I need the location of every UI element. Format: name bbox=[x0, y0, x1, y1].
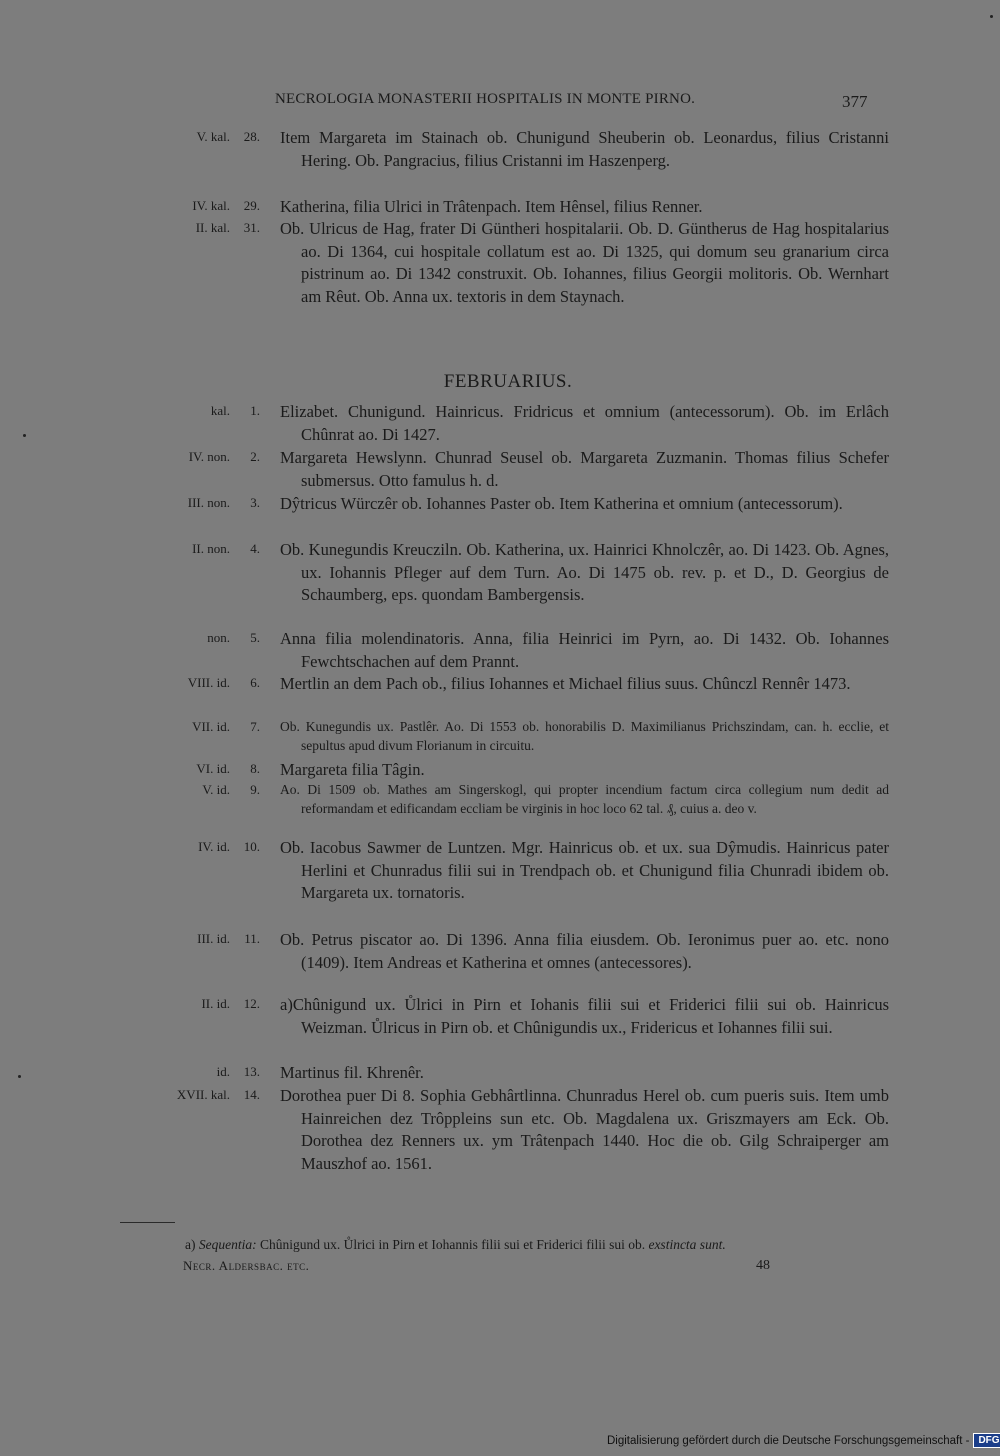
entry-text: Ao. Di 1509 ob. Mathes am Singerskogl, qui propter incendium factum circa collegium num dedit ad reformandam et edificandam eccliam be virginis in hoc loco 62 tal. ₰, cuius a. deo v. bbox=[280, 782, 889, 816]
footnote-rule bbox=[120, 1222, 175, 1223]
entry-number: 1. bbox=[250, 403, 260, 418]
entry-number: 4. bbox=[250, 541, 260, 556]
entry-day: IV. kal. bbox=[192, 198, 230, 213]
entry-text: Margareta filia Tâgin. bbox=[280, 760, 425, 779]
entry-day: VIII. id. bbox=[187, 675, 230, 690]
entry-number: 14. bbox=[243, 1087, 260, 1102]
footnote-marker: a) bbox=[185, 1237, 196, 1252]
dfg-logo: DFG bbox=[973, 1433, 1000, 1448]
footnote-label: Sequentia: bbox=[198, 1237, 257, 1252]
entry-day: IV. non. bbox=[188, 449, 230, 464]
running-head: NECROLOGIA MONASTERII HOSPITALIS IN MONTE PIRNO. bbox=[275, 91, 696, 107]
entry-number: 10. bbox=[243, 839, 260, 854]
entry-day: kal. bbox=[210, 403, 230, 418]
entry-day: XVII. kal. bbox=[176, 1087, 230, 1102]
entry-number: 5. bbox=[250, 630, 260, 645]
entry-number: 12. bbox=[243, 996, 260, 1011]
entry-text: Ob. Ulricus de Hag, frater Di Güntheri hospitalarii. Ob. D. Güntherus de Hag hospitalarius ao. Di 1364, cui hospitale collatum est ao. Di 1325, qui domum seu granarium circa pistrinum ao. Di 1342 construxit. Ob. Iohannes, filius Georgii molitoris. Ob. Wernhart am Rêut. Ob. Anna ux. textoris in dem Staynach. bbox=[280, 219, 889, 306]
printer-signature: Necr. Aldersbac. etc. bbox=[183, 1258, 310, 1273]
scan-speck bbox=[990, 15, 993, 18]
entry-day: III. non. bbox=[187, 495, 230, 510]
entry-day: II. non. bbox=[192, 541, 230, 556]
page-number: 377 bbox=[842, 92, 868, 111]
entry-text: Dŷtricus Würczêr ob. Iohannes Paster ob. Item Katherina et omnium (antecessorum). bbox=[280, 494, 843, 513]
entry-number: 11. bbox=[244, 931, 260, 946]
entry-day: III. id. bbox=[197, 931, 230, 946]
entry-number: 3. bbox=[250, 495, 260, 510]
scan-speck bbox=[23, 434, 26, 437]
funding-note-text: Digitalisierung gefördert durch die Deutsche Forschungsgemeinschaft - bbox=[607, 1434, 970, 1447]
entry-day: VI. id. bbox=[196, 761, 230, 776]
funding-note[interactable] bbox=[607, 1433, 1000, 1448]
entry-number: 9. bbox=[250, 782, 260, 797]
entry-text: Margareta Hewslynn. Chunrad Seusel ob. Margareta Zuzmanin. Thomas filius Schefer submersus. Otto famulus h. d. bbox=[280, 448, 889, 490]
entry-number: 13. bbox=[243, 1064, 260, 1079]
entry-day: II. kal. bbox=[195, 220, 230, 235]
footnote bbox=[185, 1237, 875, 1253]
month-heading: FEBRUARIUS. bbox=[443, 371, 573, 392]
entry-text: Ob. Kunegundis ux. Pastlêr. Ao. Di 1553 ob. honorabilis D. Maximilianus Prichszindam, can. h. ecclie, et sepultus apud divum Florianum in circuitu. bbox=[280, 719, 889, 753]
entry-number: 6. bbox=[250, 675, 260, 690]
entry-text: Ob. Kunegundis Kreucziln. Ob. Katherina, ux. Hainrici Khnolczêr, ao. Di 1423. Ob. Agnes, ux. Iohannis Pfleger auf dem Turn. Ao. Di 1475 ob. rev. p. et D., D. Georgius de Schaumberg, eps. quondam Bambergensis. bbox=[280, 540, 889, 604]
entry-text: Anna filia molendinatoris. Anna, filia Heinrici im Pyrn, ao. Di 1432. Ob. Iohannes Fewchtschachen auf dem Prannt. bbox=[280, 629, 889, 671]
entry-text: Dorothea puer Di 8. Sophia Gebhârtlinna. Chunradus Herel ob. cum pueris suis. Item umb Hainreichen dez Trôppleins sun etc. Ob. Magdalena ux. Griszmayers am Eck. Ob. Dorothea dez Renners ux. ym Trâtenpach 1440. Hoc die ob. Gilg Schraiperger am Mauszhof ao. 1561. bbox=[280, 1086, 889, 1173]
entry-day: II. id. bbox=[201, 996, 230, 1011]
scan-speck bbox=[18, 1075, 21, 1078]
entry-day: non. bbox=[207, 630, 230, 645]
entry-text: Katherina, filia Ulrici in Trâtenpach. Item Hênsel, filius Renner. bbox=[280, 197, 703, 216]
footnote-text: Chûnigund ux. Ůlrici in Pirn et Iohannis filii sui et Friderici filii sui ob. bbox=[259, 1237, 646, 1252]
entry-number: 29. bbox=[243, 198, 260, 213]
entry-text: Mertlin an dem Pach ob., filius Iohannes et Michael filius suus. Chûnczl Rennêr 1473. bbox=[280, 674, 851, 693]
entry-text: Ob. Iacobus Sawmer de Luntzen. Mgr. Hainricus ob. et ux. sua Dŷmudis. Hainricus pater Herlini et Chunradus filii sui in Trendpach ob. et Chunigund filia Chunradi ibidem ob. Margareta ux. tornatoris. bbox=[280, 838, 889, 902]
entry-text: Item Margareta im Stainach ob. Chunigund Sheuberin ob. Leonardus, filius Cristanni Hering. Ob. Pangracius, filius Cristanni im Haszenperg. bbox=[280, 128, 889, 170]
entry-number: 7. bbox=[250, 719, 260, 734]
entry-day: V. id. bbox=[202, 782, 230, 797]
entry-day: IV. id. bbox=[198, 839, 230, 854]
entry-text: Ob. Petrus piscator ao. Di 1396. Anna filia eiusdem. Ob. Ieronimus puer ao. etc. nono (1409). Item Andreas et Katherina et omnes (antecessores). bbox=[280, 930, 889, 972]
entry-text: Martinus fil. Khrenêr. bbox=[280, 1063, 424, 1082]
entry-day: V. kal. bbox=[196, 129, 230, 144]
signature-number: 48 bbox=[756, 1258, 770, 1273]
entry-day: id. bbox=[216, 1064, 230, 1079]
entry-text: Elizabet. Chunigund. Hainricus. Fridricus et omnium (antecessorum). Ob. im Erlâch Chûnrat ao. Di 1427. bbox=[280, 402, 889, 444]
entry-number: 8. bbox=[250, 761, 260, 776]
entry-number: 2. bbox=[250, 449, 260, 464]
entry-number: 28. bbox=[243, 129, 260, 144]
entry-number: 31. bbox=[243, 220, 260, 235]
footnote-tail: exstincta sunt. bbox=[648, 1237, 726, 1252]
entry-day: VII. id. bbox=[192, 719, 230, 734]
entry-text: a)Chûnigund ux. Ůlrici in Pirn et Iohanis filii sui et Friderici filii sui ob. Hainricus Weizman. Ůlricus in Pirn ob. et Chûnigundis ux., Fridericus et Iohannes filii sui. bbox=[280, 995, 889, 1037]
